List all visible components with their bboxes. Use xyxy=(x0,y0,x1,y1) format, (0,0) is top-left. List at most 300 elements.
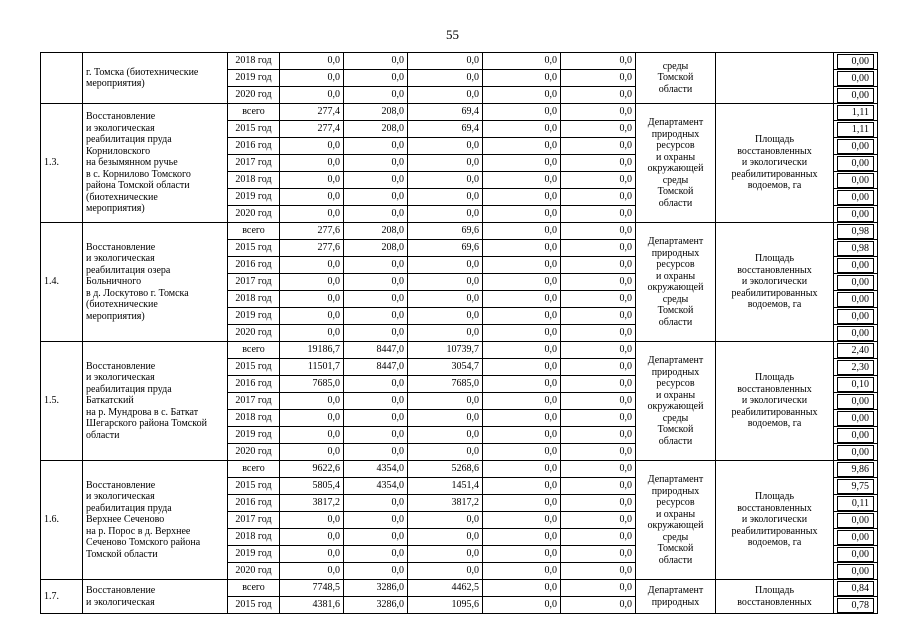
item-name-line: и экологическая xyxy=(86,253,155,265)
item-number xyxy=(41,53,83,104)
amount-cell: 0,0 xyxy=(483,172,561,189)
table-row xyxy=(41,580,878,597)
amount-cell: 0,0 xyxy=(483,138,561,155)
indicator-value-cell xyxy=(834,393,878,410)
indicator-value: 0,00 xyxy=(837,88,874,103)
amount-cell: 3286,0 xyxy=(344,597,408,614)
indicator-value: 0,00 xyxy=(837,207,874,222)
executor-line: природных xyxy=(651,596,700,608)
period-cell: 2016 год xyxy=(228,138,280,155)
indicator-value: 9,86 xyxy=(837,462,874,477)
amount-cell: 0,0 xyxy=(280,70,344,87)
indicator-line: восстановленных xyxy=(737,264,812,276)
amount-cell: 0,0 xyxy=(483,104,561,121)
indicator-value-cell xyxy=(834,342,878,359)
period-cell: 2019 год xyxy=(228,546,280,563)
executor-cell xyxy=(636,342,716,461)
indicator-value: 2,40 xyxy=(837,343,874,358)
executor-line: и охраны xyxy=(655,389,696,401)
amount-cell: 0,0 xyxy=(280,308,344,325)
amount-cell: 5805,4 xyxy=(280,478,344,495)
amount-cell: 9622,6 xyxy=(280,461,344,478)
amount-cell: 0,0 xyxy=(344,393,408,410)
indicator-value: 9,75 xyxy=(837,479,874,494)
executor-line: и охраны xyxy=(655,508,696,520)
executor-line: природных xyxy=(651,128,700,140)
amount-cell: 0,0 xyxy=(344,512,408,529)
period-cell: 2020 год xyxy=(228,444,280,461)
indicator-value-cell xyxy=(834,87,878,104)
item-name-line: Восстановление xyxy=(86,360,156,372)
amount-cell: 0,0 xyxy=(408,393,483,410)
indicator-line: восстановленных xyxy=(737,596,812,608)
amount-cell: 208,0 xyxy=(344,223,408,240)
amount-cell: 0,0 xyxy=(408,172,483,189)
indicator-line: водоемов, га xyxy=(747,180,802,192)
period-cell: 2018 год xyxy=(228,172,280,189)
executor-line: природных xyxy=(651,247,700,259)
amount-cell: 0,0 xyxy=(280,325,344,342)
item-name-line: и экологическая xyxy=(86,596,155,608)
executor-line: среды xyxy=(662,412,689,424)
period-cell: 2020 год xyxy=(228,325,280,342)
period-cell: 2020 год xyxy=(228,563,280,580)
table-body xyxy=(41,53,878,614)
period-cell: 2019 год xyxy=(228,189,280,206)
amount-cell: 0,0 xyxy=(483,359,561,376)
amount-cell: 0,0 xyxy=(561,597,636,614)
period-cell: 2017 год xyxy=(228,155,280,172)
indicator-value: 1,11 xyxy=(837,105,874,120)
indicator-line: водоемов, га xyxy=(747,537,802,549)
amount-cell: 0,0 xyxy=(408,444,483,461)
amount-cell: 1095,6 xyxy=(408,597,483,614)
period-cell: 2015 год xyxy=(228,121,280,138)
amount-cell: 277,4 xyxy=(280,104,344,121)
indicator-value: 0,00 xyxy=(837,139,874,154)
amount-cell: 0,0 xyxy=(280,512,344,529)
indicator-value-cell xyxy=(834,121,878,138)
amount-cell: 0,0 xyxy=(408,206,483,223)
amount-cell: 0,0 xyxy=(483,597,561,614)
amount-cell: 0,0 xyxy=(280,563,344,580)
amount-cell: 0,0 xyxy=(344,444,408,461)
indicator-value: 2,30 xyxy=(837,360,874,375)
amount-cell: 0,0 xyxy=(344,291,408,308)
indicator-line: и экологически xyxy=(741,276,808,288)
amount-cell: 0,0 xyxy=(280,410,344,427)
amount-cell: 69,6 xyxy=(408,240,483,257)
period-cell: всего xyxy=(228,461,280,478)
amount-cell: 0,0 xyxy=(280,444,344,461)
amount-cell: 0,0 xyxy=(483,495,561,512)
period-cell: 2015 год xyxy=(228,359,280,376)
indicator-line: восстановленных xyxy=(737,145,812,157)
indicator-value-cell xyxy=(834,512,878,529)
amount-cell: 0,0 xyxy=(561,325,636,342)
indicator-value: 0,00 xyxy=(837,258,874,273)
item-name xyxy=(83,342,228,461)
indicator-value-cell xyxy=(834,53,878,70)
amount-cell: 0,0 xyxy=(280,172,344,189)
indicator-value-cell xyxy=(834,478,878,495)
executor-line: ресурсов xyxy=(656,259,695,270)
indicator-value: 0,00 xyxy=(837,309,874,324)
amount-cell: 0,0 xyxy=(483,376,561,393)
amount-cell: 0,0 xyxy=(561,512,636,529)
amount-cell: 0,0 xyxy=(408,529,483,546)
indicator-cell xyxy=(716,53,834,104)
amount-cell: 0,0 xyxy=(483,410,561,427)
item-name-line: на р. Порос в д. Верхнее xyxy=(86,525,191,537)
amount-cell: 0,0 xyxy=(561,461,636,478)
amount-cell: 0,0 xyxy=(280,206,344,223)
amount-cell: 0,0 xyxy=(561,444,636,461)
indicator-value-cell xyxy=(834,325,878,342)
executor-line: среды xyxy=(662,531,689,543)
amount-cell: 4354,0 xyxy=(344,461,408,478)
amount-cell: 8447,0 xyxy=(344,342,408,359)
indicator-line: восстановленных xyxy=(737,383,812,395)
amount-cell: 0,0 xyxy=(483,529,561,546)
indicator-value-cell xyxy=(834,240,878,257)
amount-cell: 0,0 xyxy=(408,308,483,325)
executor-line: окружающей xyxy=(647,163,704,174)
amount-cell: 0,0 xyxy=(280,87,344,104)
indicator-line: восстановленных xyxy=(737,502,812,514)
amount-cell: 4381,6 xyxy=(280,597,344,614)
indicator-value: 0,00 xyxy=(837,71,874,86)
amount-cell: 0,0 xyxy=(483,478,561,495)
amount-cell: 8447,0 xyxy=(344,359,408,376)
amount-cell: 208,0 xyxy=(344,121,408,138)
amount-cell: 0,0 xyxy=(483,53,561,70)
indicator-value-cell xyxy=(834,495,878,512)
indicator-value: 0,00 xyxy=(837,564,874,579)
amount-cell: 0,0 xyxy=(561,376,636,393)
executor-line: среды xyxy=(662,293,689,305)
indicator-value: 0,11 xyxy=(837,496,874,511)
indicator-cell xyxy=(716,580,834,614)
amount-cell: 0,0 xyxy=(280,189,344,206)
indicator-value-cell xyxy=(834,257,878,274)
amount-cell: 0,0 xyxy=(561,53,636,70)
item-name xyxy=(83,53,228,104)
amount-cell: 0,0 xyxy=(344,376,408,393)
amount-cell: 0,0 xyxy=(280,274,344,291)
period-cell: 2019 год xyxy=(228,70,280,87)
indicator-value: 0,00 xyxy=(837,411,874,426)
amount-cell: 0,0 xyxy=(561,546,636,563)
period-cell: 2017 год xyxy=(228,512,280,529)
amount-cell: 7748,5 xyxy=(280,580,344,597)
amount-cell: 0,0 xyxy=(408,427,483,444)
amount-cell: 0,0 xyxy=(408,546,483,563)
item-name-line: Восстановление xyxy=(86,111,156,123)
period-cell: 2020 год xyxy=(228,206,280,223)
amount-cell: 0,0 xyxy=(483,580,561,597)
amount-cell: 0,0 xyxy=(561,223,636,240)
amount-cell: 0,0 xyxy=(483,70,561,87)
amount-cell: 19186,7 xyxy=(280,342,344,359)
amount-cell: 69,4 xyxy=(408,121,483,138)
period-cell: 2017 год xyxy=(228,274,280,291)
item-name-line: Восстановление xyxy=(86,479,156,491)
amount-cell: 0,0 xyxy=(280,529,344,546)
amount-cell: 0,0 xyxy=(483,121,561,138)
item-name-line: Восстановление xyxy=(86,241,156,253)
executor-line: окружающей xyxy=(647,520,704,531)
item-name xyxy=(83,223,228,342)
amount-cell: 0,0 xyxy=(344,495,408,512)
period-cell: 2015 год xyxy=(228,478,280,495)
indicator-value: 0,00 xyxy=(837,445,874,460)
executor-line: окружающей xyxy=(647,401,704,412)
executor-cell xyxy=(636,104,716,223)
amount-cell: 0,0 xyxy=(280,427,344,444)
amount-cell: 0,0 xyxy=(408,512,483,529)
amount-cell: 4354,0 xyxy=(344,478,408,495)
amount-cell: 0,0 xyxy=(408,189,483,206)
executor-line: области xyxy=(658,435,693,447)
item-number: 1.3. xyxy=(41,104,83,223)
table-row xyxy=(41,53,878,70)
period-cell: всего xyxy=(228,223,280,240)
indicator-value: 0,00 xyxy=(837,54,874,69)
amount-cell: 0,0 xyxy=(561,410,636,427)
amount-cell: 1451,4 xyxy=(408,478,483,495)
item-name xyxy=(83,104,228,223)
item-name-line: мероприятия) xyxy=(86,310,145,322)
item-number: 1.6. xyxy=(41,461,83,580)
indicator-value-cell xyxy=(834,291,878,308)
amount-cell: 0,0 xyxy=(483,155,561,172)
amount-cell: 0,0 xyxy=(280,257,344,274)
item-name-line: в д. Лоскутово г. Томска xyxy=(86,287,189,299)
executor-line: Томской xyxy=(657,543,694,554)
amount-cell: 0,0 xyxy=(344,427,408,444)
executor-cell xyxy=(636,580,716,614)
amount-cell: 0,0 xyxy=(561,206,636,223)
amount-cell: 0,0 xyxy=(483,461,561,478)
amount-cell: 0,0 xyxy=(344,308,408,325)
amount-cell: 0,0 xyxy=(408,563,483,580)
indicator-value: 0,00 xyxy=(837,275,874,290)
amount-cell: 277,6 xyxy=(280,240,344,257)
table-row xyxy=(41,461,878,478)
item-name-line: Томской области xyxy=(86,548,158,560)
period-cell: 2016 год xyxy=(228,257,280,274)
period-cell: 2016 год xyxy=(228,495,280,512)
executor-line: Департамент xyxy=(647,474,704,485)
indicator-line: Площадь xyxy=(755,253,794,265)
amount-cell: 0,0 xyxy=(561,257,636,274)
amount-cell: 10739,7 xyxy=(408,342,483,359)
amount-cell: 0,0 xyxy=(344,70,408,87)
amount-cell: 0,0 xyxy=(561,240,636,257)
amount-cell: 0,0 xyxy=(561,563,636,580)
item-name-line: Шегарского района Томской xyxy=(86,418,207,430)
executor-line: окружающей xyxy=(647,282,704,293)
executor-line: области xyxy=(658,197,693,209)
amount-cell: 0,0 xyxy=(483,393,561,410)
item-name-line: на безымянном ручье xyxy=(86,157,178,169)
indicator-value-cell xyxy=(834,597,878,614)
item-name-line: реабилитация пруда xyxy=(86,134,172,146)
item-name-line: мероприятия) xyxy=(86,78,145,89)
period-cell: всего xyxy=(228,342,280,359)
executor-line: Департамент xyxy=(647,585,704,596)
amount-cell: 0,0 xyxy=(561,138,636,155)
indicator-value-cell xyxy=(834,274,878,291)
amount-cell: 0,0 xyxy=(483,308,561,325)
amount-cell: 0,0 xyxy=(344,325,408,342)
executor-line: ресурсов xyxy=(656,378,695,389)
indicator-cell xyxy=(716,223,834,342)
amount-cell: 0,0 xyxy=(561,121,636,138)
indicator-line: и экологически xyxy=(741,395,808,407)
executor-line: ресурсов xyxy=(656,140,695,151)
amount-cell: 0,0 xyxy=(483,87,561,104)
amount-cell: 0,0 xyxy=(408,257,483,274)
amount-cell: 0,0 xyxy=(408,291,483,308)
amount-cell: 0,0 xyxy=(344,563,408,580)
executor-line: природных xyxy=(651,366,700,378)
item-name-line: Верхнее Сеченово xyxy=(86,514,165,526)
indicator-value: 0,10 xyxy=(837,377,874,392)
indicator-line: водоемов, га xyxy=(747,299,802,311)
table-row xyxy=(41,104,878,121)
indicator-value-cell xyxy=(834,172,878,189)
amount-cell: 7685,0 xyxy=(280,376,344,393)
executor-line: Томской xyxy=(657,186,694,197)
executor-line: Департамент xyxy=(647,236,704,247)
executor-line: среды xyxy=(662,174,689,186)
item-name-line: и экологическая xyxy=(86,372,155,384)
executor-cell xyxy=(636,53,716,104)
amount-cell: 3817,2 xyxy=(280,495,344,512)
amount-cell: 0,0 xyxy=(561,155,636,172)
executor-line: Департамент xyxy=(647,355,704,366)
executor-line: Департамент xyxy=(647,117,704,128)
amount-cell: 0,0 xyxy=(561,529,636,546)
indicator-value: 1,11 xyxy=(837,122,874,137)
item-name-line: г. Томска (биотехнические xyxy=(86,66,199,78)
period-cell: 2015 год xyxy=(228,240,280,257)
table-row xyxy=(41,342,878,359)
indicator-value: 0,00 xyxy=(837,394,874,409)
item-name-line: Баткатский xyxy=(86,395,134,407)
indicator-value-cell xyxy=(834,223,878,240)
amount-cell: 208,0 xyxy=(344,104,408,121)
indicator-value: 0,98 xyxy=(837,224,874,239)
amount-cell: 0,0 xyxy=(561,104,636,121)
amount-cell: 0,0 xyxy=(483,512,561,529)
item-name-line: и экологическая xyxy=(86,122,155,134)
amount-cell: 0,0 xyxy=(483,291,561,308)
period-cell: 2016 год xyxy=(228,376,280,393)
indicator-line: реабилитированных xyxy=(731,168,818,180)
amount-cell: 0,0 xyxy=(344,274,408,291)
indicator-line: Площадь xyxy=(755,134,794,146)
executor-line: Томской xyxy=(657,72,694,84)
executor-line: области xyxy=(658,554,693,566)
indicator-value: 0,00 xyxy=(837,190,874,205)
indicator-value-cell xyxy=(834,104,878,121)
indicator-value-cell xyxy=(834,206,878,223)
amount-cell: 0,0 xyxy=(561,274,636,291)
indicator-value: 0,00 xyxy=(837,326,874,341)
amount-cell: 0,0 xyxy=(561,87,636,104)
amount-cell: 277,6 xyxy=(280,223,344,240)
indicator-value-cell xyxy=(834,376,878,393)
indicator-value-cell xyxy=(834,410,878,427)
item-name-line: области xyxy=(86,429,120,441)
indicator-line: Площадь xyxy=(755,491,794,503)
item-name-line: реабилитация озера xyxy=(86,264,171,276)
executor-line: природных xyxy=(651,485,700,497)
item-number: 1.4. xyxy=(41,223,83,342)
item-name-line: мероприятия) xyxy=(86,203,145,215)
amount-cell: 0,0 xyxy=(280,393,344,410)
amount-cell: 0,0 xyxy=(561,495,636,512)
amount-cell: 0,0 xyxy=(483,206,561,223)
period-cell: 2018 год xyxy=(228,410,280,427)
indicator-value-cell xyxy=(834,155,878,172)
amount-cell: 11501,7 xyxy=(280,359,344,376)
item-number: 1.7. xyxy=(41,580,83,614)
amount-cell: 0,0 xyxy=(344,546,408,563)
period-cell: 2020 год xyxy=(228,87,280,104)
amount-cell: 0,0 xyxy=(483,342,561,359)
indicator-value-cell xyxy=(834,580,878,597)
amount-cell: 0,0 xyxy=(408,155,483,172)
amount-cell: 0,0 xyxy=(344,138,408,155)
amount-cell: 0,0 xyxy=(561,291,636,308)
amount-cell: 0,0 xyxy=(483,427,561,444)
amount-cell: 0,0 xyxy=(280,546,344,563)
indicator-value-cell xyxy=(834,70,878,87)
amount-cell: 0,0 xyxy=(280,138,344,155)
executor-line: и охраны xyxy=(655,270,696,282)
indicator-line: реабилитированных xyxy=(731,525,818,537)
indicator-value: 0,00 xyxy=(837,530,874,545)
amount-cell: 0,0 xyxy=(408,325,483,342)
executor-line: среды xyxy=(662,60,689,72)
amount-cell: 0,0 xyxy=(344,206,408,223)
indicator-cell xyxy=(716,342,834,461)
indicator-value-cell xyxy=(834,359,878,376)
amount-cell: 0,0 xyxy=(483,563,561,580)
amount-cell: 69,6 xyxy=(408,223,483,240)
indicator-value: 0,00 xyxy=(837,156,874,171)
amount-cell: 69,4 xyxy=(408,104,483,121)
indicator-line: водоемов, га xyxy=(747,418,802,430)
amount-cell: 0,0 xyxy=(561,308,636,325)
item-name-line: Больничного xyxy=(86,276,142,288)
item-name-line: реабилитация пруда xyxy=(86,383,172,395)
indicator-line: Площадь xyxy=(755,372,794,384)
indicator-value-cell xyxy=(834,189,878,206)
amount-cell: 3054,7 xyxy=(408,359,483,376)
amount-cell: 0,0 xyxy=(344,87,408,104)
amount-cell: 0,0 xyxy=(280,53,344,70)
indicator-value-cell xyxy=(834,138,878,155)
item-name-line: и экологическая xyxy=(86,491,155,503)
period-cell: 2018 год xyxy=(228,53,280,70)
amount-cell: 0,0 xyxy=(483,223,561,240)
amount-cell: 0,0 xyxy=(561,172,636,189)
